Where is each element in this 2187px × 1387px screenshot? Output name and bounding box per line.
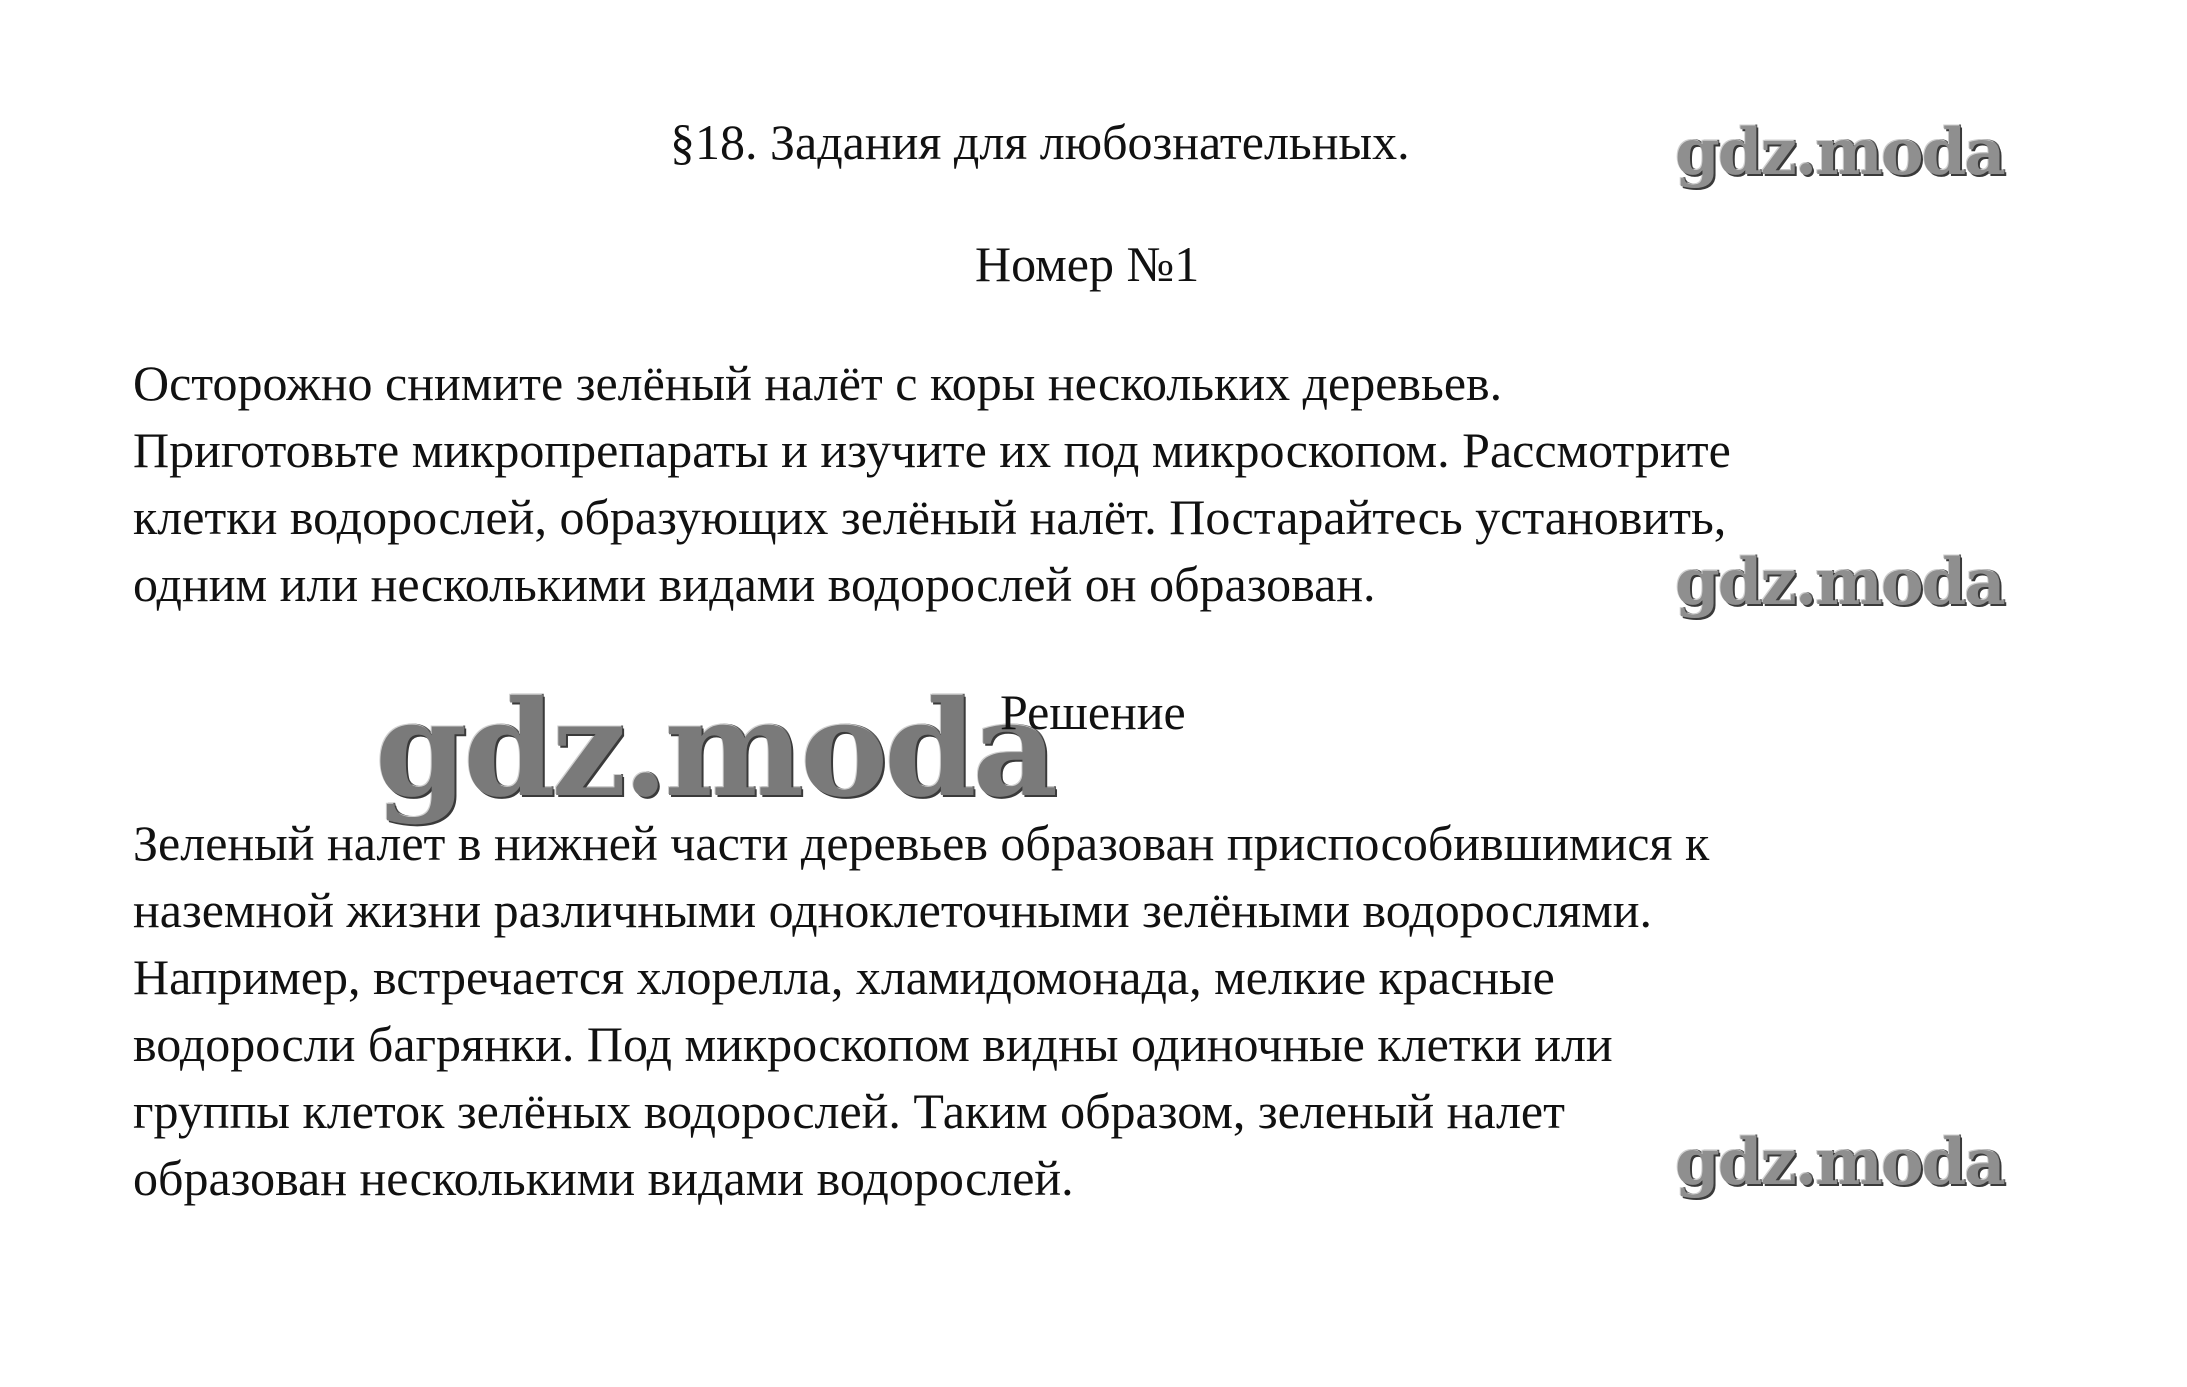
section-title: §18. Задания для любознательных.	[670, 114, 1410, 170]
task-line: Осторожно снимите зелёный налёт с коры нескольких деревьев.	[133, 355, 1503, 411]
solution-label: Решение	[1000, 684, 1186, 740]
solution-text	[133, 810, 1709, 1212]
task-text	[133, 350, 1731, 618]
solution-line: группы клеток зелёных водорослей. Таким образом, зеленый налет	[133, 1083, 1565, 1139]
solution-line: наземной жизни различными одноклеточными зелёными водорослями.	[133, 882, 1653, 938]
task-number: Номер №1	[975, 236, 1200, 292]
task-line: Приготовьте микропрепараты и изучите их под микроскопом. Рассмотрите	[133, 422, 1731, 478]
solution-line: Например, встречается хлорелла, хламидомонада, мелкие красные	[133, 949, 1555, 1005]
watermark-logo: gdz.moda	[1675, 545, 2004, 620]
solution-line: образован несколькими видами водорослей.	[133, 1150, 1074, 1206]
task-line: одним или несколькими видами водорослей он образован.	[133, 556, 1376, 612]
watermark-logo: gdz.moda	[1675, 1125, 2004, 1200]
watermark-logo: gdz.moda	[1675, 115, 2004, 190]
solution-line: Зеленый налет в нижней части деревьев образован приспособившимися к	[133, 815, 1710, 871]
solution-line: водоросли багрянки. Под микроскопом видны одиночные клетки или	[133, 1016, 1613, 1072]
task-line: клетки водорослей, образующих зелёный налёт. Постарайтесь установить,	[133, 489, 1727, 545]
watermark-logo: gdz.moda	[375, 672, 1055, 827]
